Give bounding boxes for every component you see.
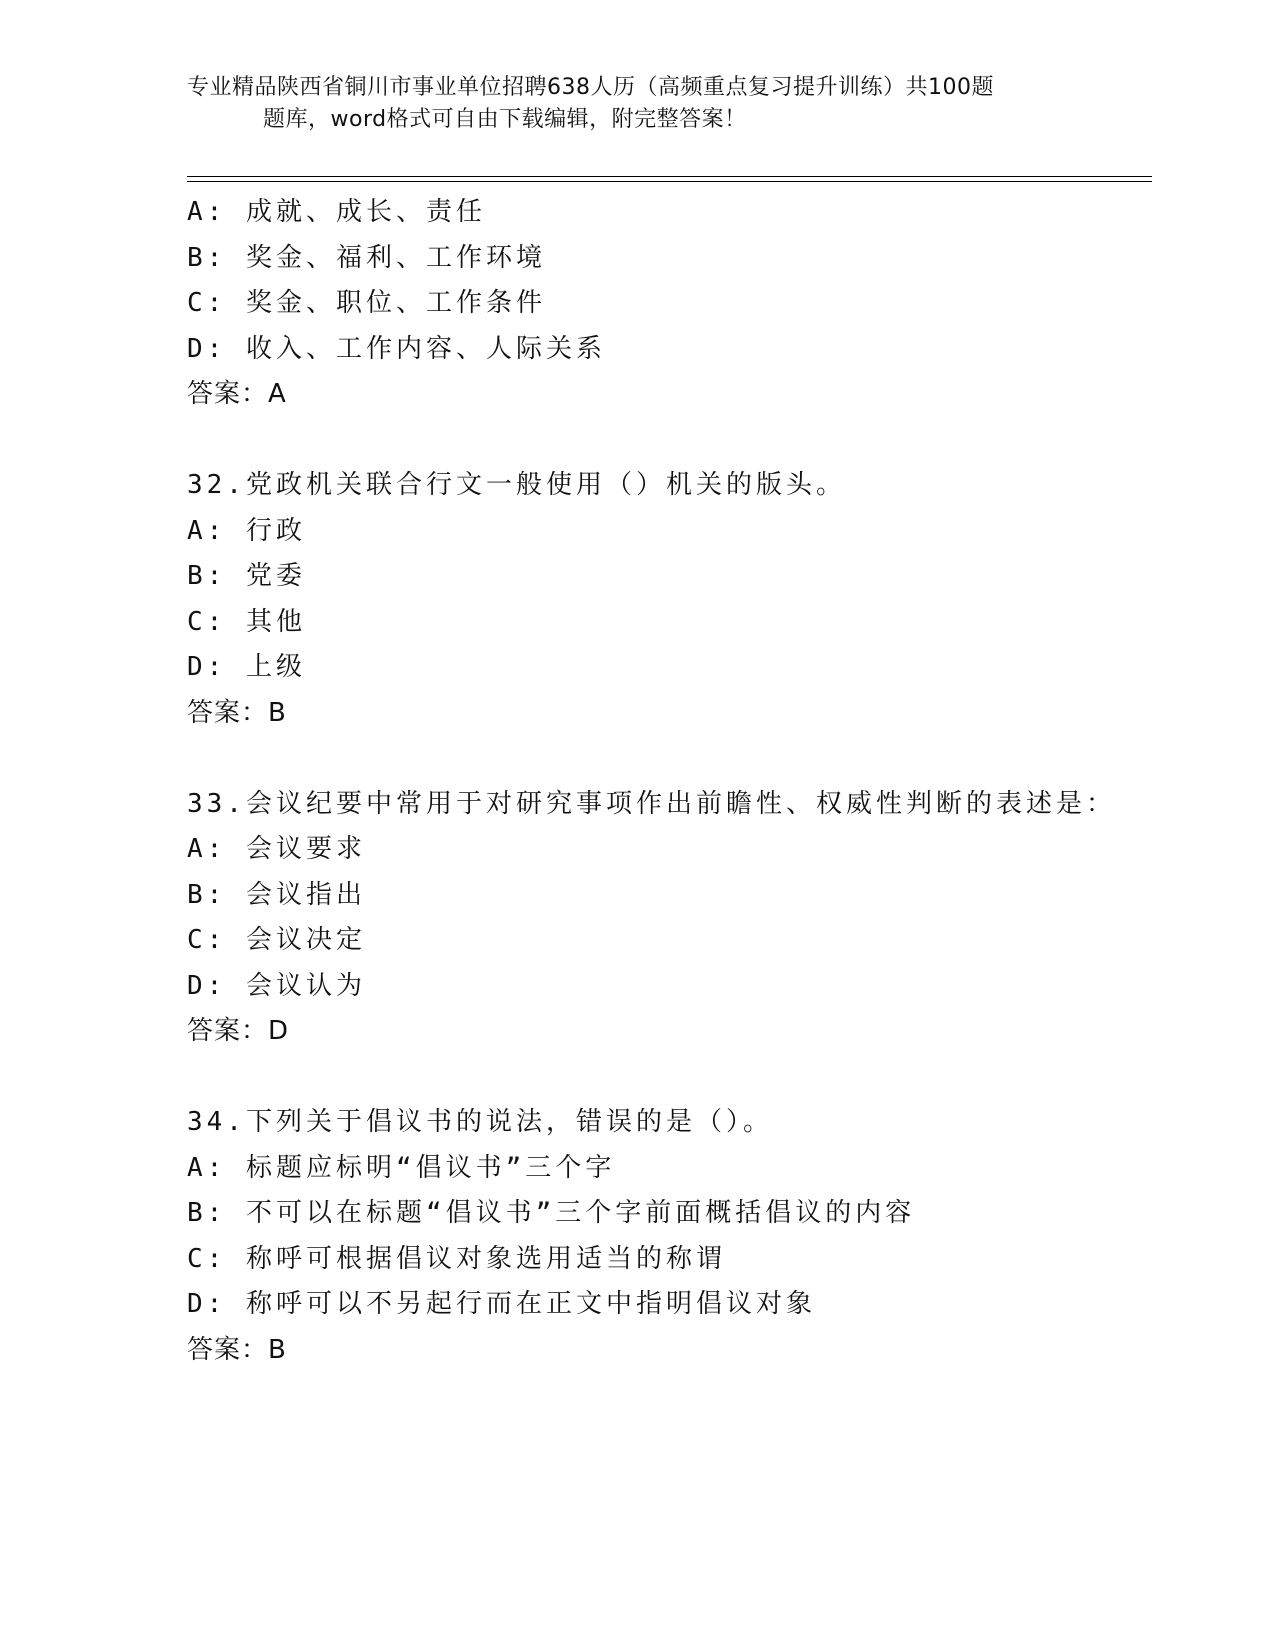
option-c: C: 称呼可根据倡议对象选用适当的称谓 [187, 1243, 726, 1274]
question-block-32 [187, 463, 1147, 736]
header-divider-bottom [187, 181, 1152, 182]
option-a: A: 成就、成长、责任 [187, 197, 486, 227]
question-block-31 [187, 190, 1147, 418]
option-b: B: 不可以在标题“倡议书”三个字前面概括倡议的内容 [187, 1198, 916, 1228]
option-b: B: 奖金、福利、工作环境 [187, 242, 546, 273]
option-b: B: 会议指出 [187, 879, 366, 910]
question-stem: 34.下列关于倡议书的说法，错误的是（）。 [187, 1107, 773, 1137]
option-c: C: 会议决定 [187, 925, 366, 955]
header-divider-top [187, 176, 1152, 177]
document-header [187, 72, 1087, 136]
option-d: D: 收入、工作内容、人际关系 [187, 333, 606, 364]
option-a: A: 行政 [187, 515, 306, 546]
answer-label: 答案：D [187, 1016, 290, 1046]
question-block-34 [187, 1100, 1147, 1373]
question-stem: 32.党政机关联合行文一般使用（）机关的版头。 [187, 470, 846, 500]
answer-label: 答案：A [187, 379, 287, 409]
option-c: C: 其他 [187, 606, 306, 637]
option-a: A: 会议要求 [187, 834, 366, 864]
option-c: C: 奖金、职位、工作条件 [187, 288, 546, 318]
answer-label: 答案：B [187, 697, 287, 728]
question-block-33 [187, 782, 1147, 1055]
question-list [187, 190, 1147, 1419]
option-d: D: 会议认为 [187, 970, 366, 1001]
header-title-line1: 专业精品陕西省铜川市事业单位招聘638人历（高频重点复习提升训练）共100题 [187, 75, 994, 100]
answer-label: 答案：B [187, 1334, 287, 1365]
header-title-line2: 题库，word格式可自由下载编辑，附完整答案！ [263, 107, 747, 132]
option-a: A: 标题应标明“倡议书”三个字 [187, 1152, 616, 1183]
question-stem: 33.会议纪要中常用于对研究事项作出前瞻性、权威性判断的表述是： [187, 788, 1116, 819]
option-d: D: 称呼可以不另起行而在正文中指明倡议对象 [187, 1289, 816, 1319]
option-d: D: 上级 [187, 652, 306, 682]
option-b: B: 党委 [187, 561, 306, 591]
